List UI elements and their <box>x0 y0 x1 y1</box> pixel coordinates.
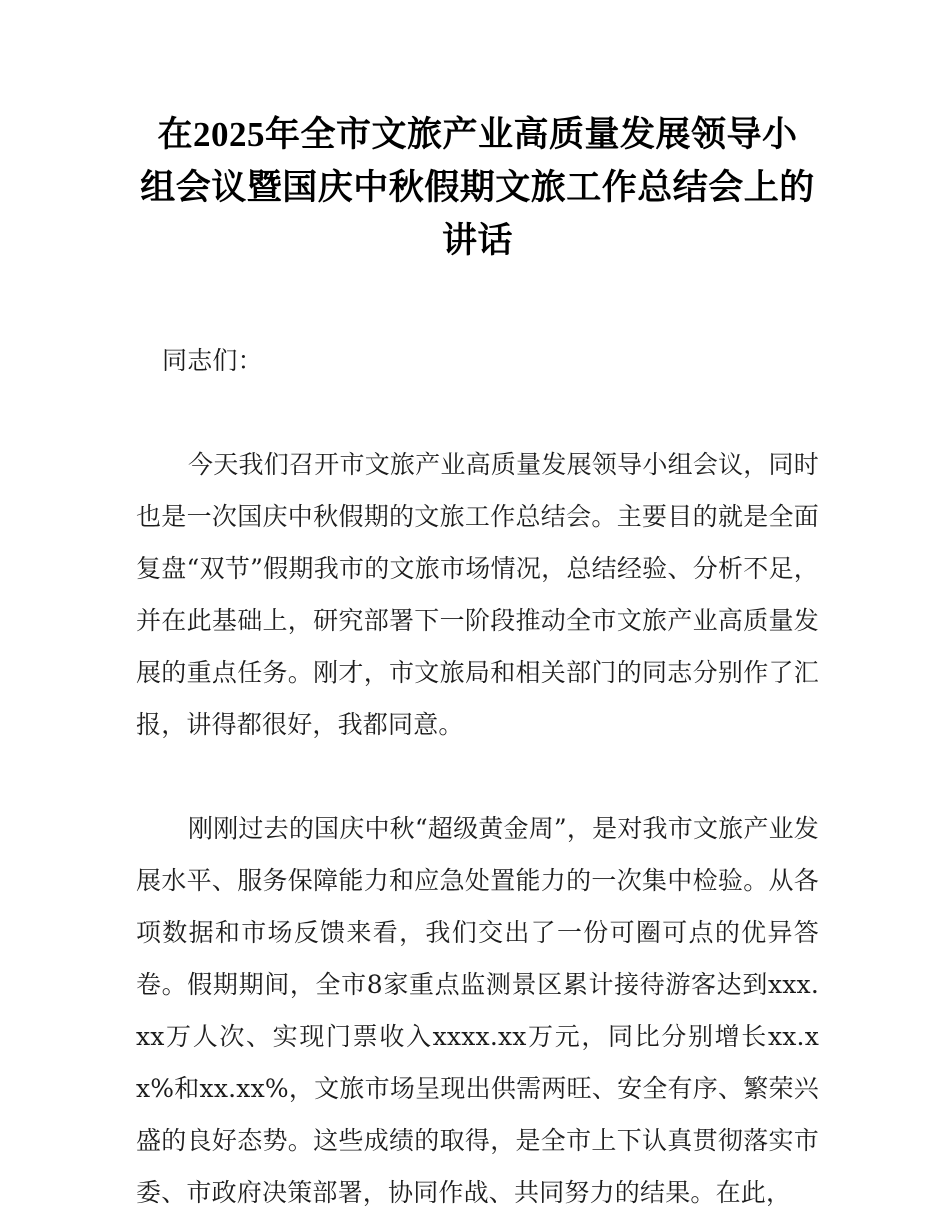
paragraph-spacer <box>136 387 819 439</box>
document-content <box>136 108 819 1219</box>
body-paragraph-1: 今天我们召开市文旅产业高质量发展领导小组会议，同时也是一次国庆中秋假期的文旅工作总结会。主要目的就是全面复盘“双节”假期我市的文旅市场情况，总结经验、分析不足，并在此基础上，研究部署下一阶段推动全市文旅产业高质量发展的重点任务。刚才，市文旅局和相关部门的同志分别作了汇报，讲得都很好，我都同意。 <box>136 450 819 739</box>
document-body <box>136 335 819 1219</box>
document-title: 在2025年全市文旅产业高质量发展领导小组会议暨国庆中秋假期文旅工作总结会上的讲话 <box>140 115 815 260</box>
paragraph-spacer <box>136 751 819 803</box>
body-paragraph-2: 刚刚过去的国庆中秋“超级黄金周”，是对我市文旅产业发展水平、服务保障能力和应急处置能力的一次集中检验。从各项数据和市场反馈来看，我们交出了一份可圈可点的优异答卷。假期期间，全市8家重点监测景区累计接待游客达到xxx.xx万人次、实现门票收入xxxx.xx万元，同比分别增长xx.xx%和xx.xx%，文旅市场呈现出供需两旺、安全有序、繁荣兴盛的良好态势。这些成绩的取得，是全市上下认真贯彻落实市委、市政府决策部署，协同作战、共同努力的结果。在此， <box>136 814 819 1207</box>
salutation: 同志们： <box>162 346 263 375</box>
